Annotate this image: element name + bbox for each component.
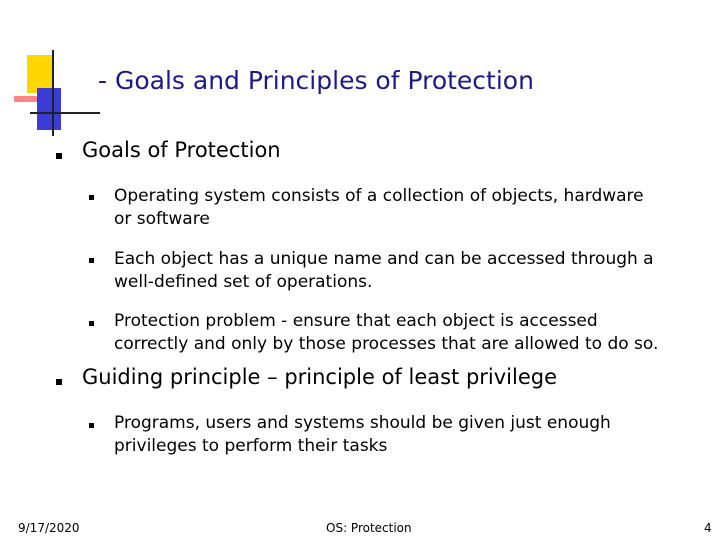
bullet-icon xyxy=(89,195,94,200)
subitem-line: correctly and only by those processes that are allowed to do so. xyxy=(114,334,659,354)
logo-horizontal-line xyxy=(30,112,100,114)
subitem-protection-problem xyxy=(114,310,704,356)
bullet-icon xyxy=(89,423,94,428)
slide-logo xyxy=(0,0,100,140)
subitem-programs-users xyxy=(114,412,704,458)
footer-center-text: OS: Protection xyxy=(326,521,412,535)
bullet-guiding-principle: Guiding principle – principle of least privilege xyxy=(82,365,558,389)
bullet-goals-of-protection: Goals of Protection xyxy=(82,138,281,162)
bullet-icon xyxy=(56,379,62,385)
logo-vertical-line xyxy=(52,50,54,136)
slide-title: - Goals and Principles of Protection xyxy=(98,66,534,95)
bullet-icon xyxy=(56,153,62,159)
subitem-line: well-defined set of operations. xyxy=(114,272,373,292)
bullet-icon xyxy=(89,321,94,326)
bullet-icon xyxy=(89,258,94,263)
subitem-line: Programs, users and systems should be given just enough xyxy=(114,413,611,433)
subitem-objects xyxy=(114,185,704,231)
footer-date: 9/17/2020 xyxy=(18,521,80,535)
logo-blue-square xyxy=(37,88,61,130)
footer-page-number: 4 xyxy=(704,521,712,535)
subitem-line: Each object has a unique name and can be accessed through a xyxy=(114,249,654,269)
subitem-unique-name xyxy=(114,248,704,294)
subitem-line: Protection problem - ensure that each object is accessed xyxy=(114,311,598,331)
subitem-line: or software xyxy=(114,209,210,229)
subitem-line: privileges to perform their tasks xyxy=(114,436,388,456)
subitem-line: Operating system consists of a collection of objects, hardware xyxy=(114,186,644,206)
